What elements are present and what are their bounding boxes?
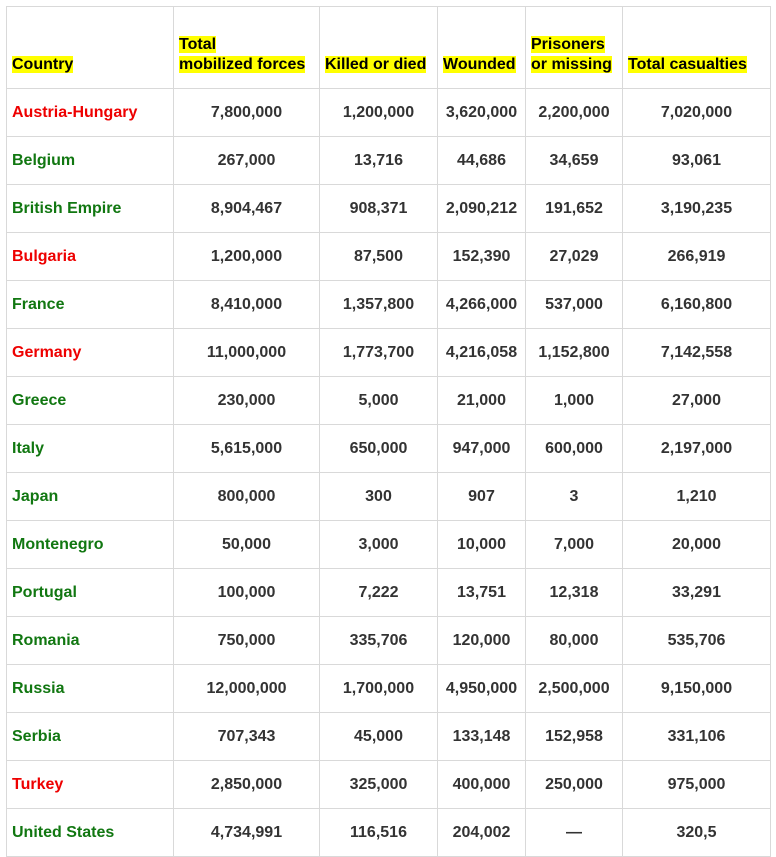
country-cell: Japan (7, 473, 174, 521)
killed-cell: 335,706 (320, 617, 438, 665)
mobilized-cell: 100,000 (174, 569, 320, 617)
mobilized-cell: 8,904,467 (174, 185, 320, 233)
table-row (7, 425, 771, 473)
table-row (7, 89, 771, 137)
total-casualties-cell: 6,160,800 (623, 281, 771, 329)
table-row (7, 377, 771, 425)
table-row (7, 281, 771, 329)
killed-cell: 116,516 (320, 809, 438, 857)
country-cell: Bulgaria (7, 233, 174, 281)
country-cell: Turkey (7, 761, 174, 809)
casualties-table-container (6, 6, 771, 857)
table-row (7, 809, 771, 857)
killed-cell: 7,222 (320, 569, 438, 617)
wounded-cell: 152,390 (438, 233, 526, 281)
total-casualties-cell: 20,000 (623, 521, 771, 569)
header-wounded (438, 7, 526, 89)
header-mobilized-line2: mobilized forces (179, 56, 306, 73)
table-row (7, 761, 771, 809)
mobilized-cell: 707,343 (174, 713, 320, 761)
prisoners-cell: 7,000 (526, 521, 623, 569)
mobilized-cell: 7,800,000 (174, 89, 320, 137)
prisoners-cell: 12,318 (526, 569, 623, 617)
wounded-cell: 44,686 (438, 137, 526, 185)
wounded-cell: 400,000 (438, 761, 526, 809)
total-casualties-cell: 266,919 (623, 233, 771, 281)
table-row (7, 233, 771, 281)
prisoners-cell: 600,000 (526, 425, 623, 473)
total-casualties-cell: 535,706 (623, 617, 771, 665)
total-casualties-cell: 7,020,000 (623, 89, 771, 137)
header-prisoners-line2: or missing (531, 56, 612, 73)
table-row (7, 185, 771, 233)
table-row (7, 137, 771, 185)
header-killed (320, 7, 438, 89)
header-prisoners (526, 7, 623, 89)
killed-cell: 87,500 (320, 233, 438, 281)
prisoners-cell: 191,652 (526, 185, 623, 233)
country-cell: Romania (7, 617, 174, 665)
header-wounded-label: Wounded (443, 56, 516, 73)
wounded-cell: 2,090,212 (438, 185, 526, 233)
header-total-casualties (623, 7, 771, 89)
header-country (7, 7, 174, 89)
killed-cell: 1,357,800 (320, 281, 438, 329)
mobilized-cell: 8,410,000 (174, 281, 320, 329)
mobilized-cell: 12,000,000 (174, 665, 320, 713)
killed-cell: 1,200,000 (320, 89, 438, 137)
wounded-cell: 21,000 (438, 377, 526, 425)
prisoners-cell: 537,000 (526, 281, 623, 329)
total-casualties-cell: 320,5 (623, 809, 771, 857)
wounded-cell: 4,950,000 (438, 665, 526, 713)
killed-cell: 325,000 (320, 761, 438, 809)
header-mobilized (174, 7, 320, 89)
country-cell: Montenegro (7, 521, 174, 569)
mobilized-cell: 2,850,000 (174, 761, 320, 809)
total-casualties-cell: 27,000 (623, 377, 771, 425)
killed-cell: 1,700,000 (320, 665, 438, 713)
mobilized-cell: 50,000 (174, 521, 320, 569)
wounded-cell: 4,216,058 (438, 329, 526, 377)
country-cell: Austria-Hungary (7, 89, 174, 137)
total-casualties-cell: 9,150,000 (623, 665, 771, 713)
table-row (7, 569, 771, 617)
country-cell: Germany (7, 329, 174, 377)
header-prisoners-line1: Prisoners (531, 36, 605, 53)
total-casualties-cell: 1,210 (623, 473, 771, 521)
prisoners-cell: 80,000 (526, 617, 623, 665)
country-cell: British Empire (7, 185, 174, 233)
prisoners-cell: 2,200,000 (526, 89, 623, 137)
wounded-cell: 204,002 (438, 809, 526, 857)
mobilized-cell: 4,734,991 (174, 809, 320, 857)
mobilized-cell: 267,000 (174, 137, 320, 185)
table-row (7, 329, 771, 377)
total-casualties-cell: 975,000 (623, 761, 771, 809)
table-row (7, 665, 771, 713)
killed-cell: 650,000 (320, 425, 438, 473)
mobilized-cell: 1,200,000 (174, 233, 320, 281)
prisoners-cell: 152,958 (526, 713, 623, 761)
wounded-cell: 947,000 (438, 425, 526, 473)
header-killed-label: Killed or died (325, 56, 427, 73)
country-cell: Greece (7, 377, 174, 425)
header-mobilized-line1: Total (179, 36, 217, 53)
killed-cell: 5,000 (320, 377, 438, 425)
killed-cell: 300 (320, 473, 438, 521)
wounded-cell: 3,620,000 (438, 89, 526, 137)
table-row (7, 521, 771, 569)
wounded-cell: 4,266,000 (438, 281, 526, 329)
prisoners-cell: — (526, 809, 623, 857)
wounded-cell: 13,751 (438, 569, 526, 617)
total-casualties-cell: 2,197,000 (623, 425, 771, 473)
prisoners-cell: 3 (526, 473, 623, 521)
mobilized-cell: 5,615,000 (174, 425, 320, 473)
country-cell: France (7, 281, 174, 329)
header-row (7, 7, 771, 89)
wounded-cell: 133,148 (438, 713, 526, 761)
table-row (7, 617, 771, 665)
casualties-table (6, 6, 771, 857)
wounded-cell: 10,000 (438, 521, 526, 569)
header-country-label: Country (12, 56, 74, 73)
country-cell: Russia (7, 665, 174, 713)
mobilized-cell: 750,000 (174, 617, 320, 665)
killed-cell: 908,371 (320, 185, 438, 233)
mobilized-cell: 11,000,000 (174, 329, 320, 377)
mobilized-cell: 800,000 (174, 473, 320, 521)
killed-cell: 3,000 (320, 521, 438, 569)
country-cell: Italy (7, 425, 174, 473)
country-cell: United States (7, 809, 174, 857)
total-casualties-cell: 3,190,235 (623, 185, 771, 233)
table-row (7, 473, 771, 521)
total-casualties-cell: 33,291 (623, 569, 771, 617)
table-row (7, 713, 771, 761)
prisoners-cell: 27,029 (526, 233, 623, 281)
country-cell: Serbia (7, 713, 174, 761)
country-cell: Belgium (7, 137, 174, 185)
prisoners-cell: 2,500,000 (526, 665, 623, 713)
prisoners-cell: 250,000 (526, 761, 623, 809)
mobilized-cell: 230,000 (174, 377, 320, 425)
killed-cell: 13,716 (320, 137, 438, 185)
wounded-cell: 120,000 (438, 617, 526, 665)
prisoners-cell: 1,000 (526, 377, 623, 425)
total-casualties-cell: 7,142,558 (623, 329, 771, 377)
country-cell: Portugal (7, 569, 174, 617)
wounded-cell: 907 (438, 473, 526, 521)
killed-cell: 45,000 (320, 713, 438, 761)
prisoners-cell: 1,152,800 (526, 329, 623, 377)
header-total-label: Total casualties (628, 56, 747, 73)
total-casualties-cell: 93,061 (623, 137, 771, 185)
killed-cell: 1,773,700 (320, 329, 438, 377)
prisoners-cell: 34,659 (526, 137, 623, 185)
total-casualties-cell: 331,106 (623, 713, 771, 761)
table-body (7, 89, 771, 857)
